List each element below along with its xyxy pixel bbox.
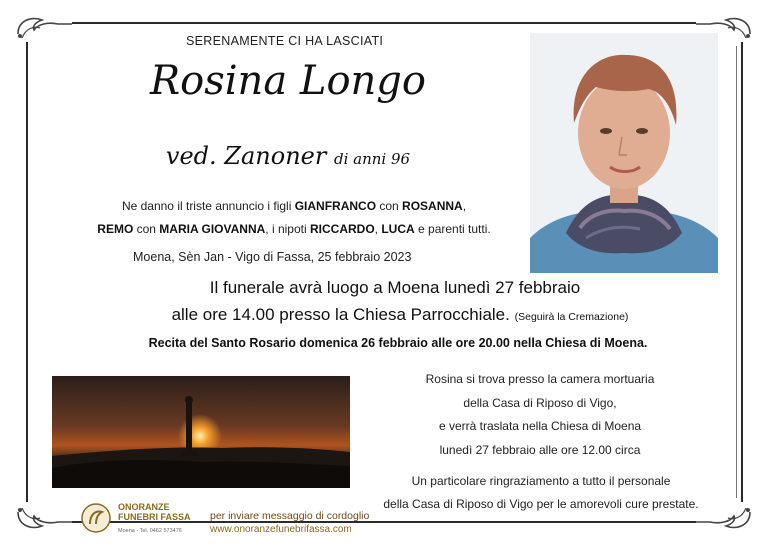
deceased-age: di anni 96 bbox=[333, 150, 411, 168]
info-line: e verrà traslata nella Chiesa di Moena bbox=[438, 419, 642, 433]
relative-name: REMO bbox=[97, 222, 134, 236]
widow-of: ved. Zanoner bbox=[165, 142, 327, 170]
border-right bbox=[741, 42, 743, 502]
funeral-line-1: Il funerale avrà luogo a Moena lunedì 27 febbraio bbox=[209, 278, 581, 297]
cremation-note: (Seguirà la Cremazione) bbox=[514, 311, 629, 323]
border-left bbox=[26, 42, 28, 502]
thanks-line: Un particolare ringraziamento a tutto il personale bbox=[411, 474, 671, 488]
info-line: Rosina si trova presso la camera mortuaria bbox=[425, 372, 655, 386]
relative-name: ROSANNA bbox=[402, 199, 463, 213]
deceased-name: Rosina Longo bbox=[150, 58, 426, 104]
announce-text: e parenti tutti. bbox=[414, 222, 491, 236]
announce-text: , bbox=[374, 222, 382, 236]
announce-text: Ne danno il triste annuncio i figli bbox=[121, 199, 295, 213]
thanks-line: della Casa di Riposo di Vigo per le amorevoli cure prestate. bbox=[383, 497, 699, 511]
place-date: Moena, Sèn Jan - Vigo di Fassa, 25 febbraio 2023 bbox=[133, 250, 412, 264]
relative-name: RICCARDO bbox=[310, 222, 375, 236]
relative-name: LUCA bbox=[381, 222, 415, 236]
funeral-line-2 bbox=[140, 305, 660, 325]
portrait-image bbox=[530, 33, 718, 273]
announcement-text bbox=[76, 195, 512, 241]
rosary-notice: Recita del Santo Rosario domenica 26 febbraio alle ore 20.00 nella Chiesa di Moena. bbox=[148, 336, 648, 350]
deceased-subname bbox=[138, 142, 438, 170]
funeral-line-2-text: alle ore 14.00 presso la Chiesa Parrocchiale. bbox=[171, 305, 510, 324]
condolence-text: per inviare messaggio di cordoglio bbox=[210, 510, 370, 522]
heading-serenamente: SERENAMENTE CI HA LASCIATI bbox=[186, 34, 384, 48]
funeral-home-logo[interactable] bbox=[80, 500, 210, 538]
announce-text: con bbox=[376, 199, 403, 213]
portrait-photo bbox=[530, 33, 718, 273]
announce-text: , i nipoti bbox=[265, 222, 310, 236]
announce-text: , bbox=[462, 199, 467, 213]
thanks-block bbox=[366, 470, 716, 516]
sunset-image bbox=[52, 376, 350, 488]
logo-name: ONORANZE FUNEBRI FASSA bbox=[118, 502, 191, 522]
corner-ornament-icon bbox=[14, 504, 74, 534]
border-right-inner bbox=[736, 46, 737, 498]
sunset-cross-image bbox=[52, 376, 350, 488]
condolence-url[interactable]: www.onoranzefunebrifassa.com bbox=[210, 524, 352, 535]
logo-contact: Moena - Tel. 0462 573476 bbox=[118, 528, 182, 534]
logo-emblem-icon bbox=[80, 502, 112, 534]
condolence-message bbox=[210, 510, 369, 536]
border-top bbox=[72, 22, 696, 24]
info-line: lunedì 27 febbraio alle ore 12.00 circa bbox=[439, 442, 641, 457]
relative-name: GIANFRANCO bbox=[294, 199, 377, 213]
corner-ornament-icon bbox=[14, 12, 74, 42]
info-block bbox=[390, 368, 690, 462]
announce-text: con bbox=[133, 222, 160, 236]
info-line: della Casa di Riposo di Vigo, bbox=[463, 395, 617, 410]
relative-name: MARIA GIOVANNA bbox=[159, 222, 266, 236]
